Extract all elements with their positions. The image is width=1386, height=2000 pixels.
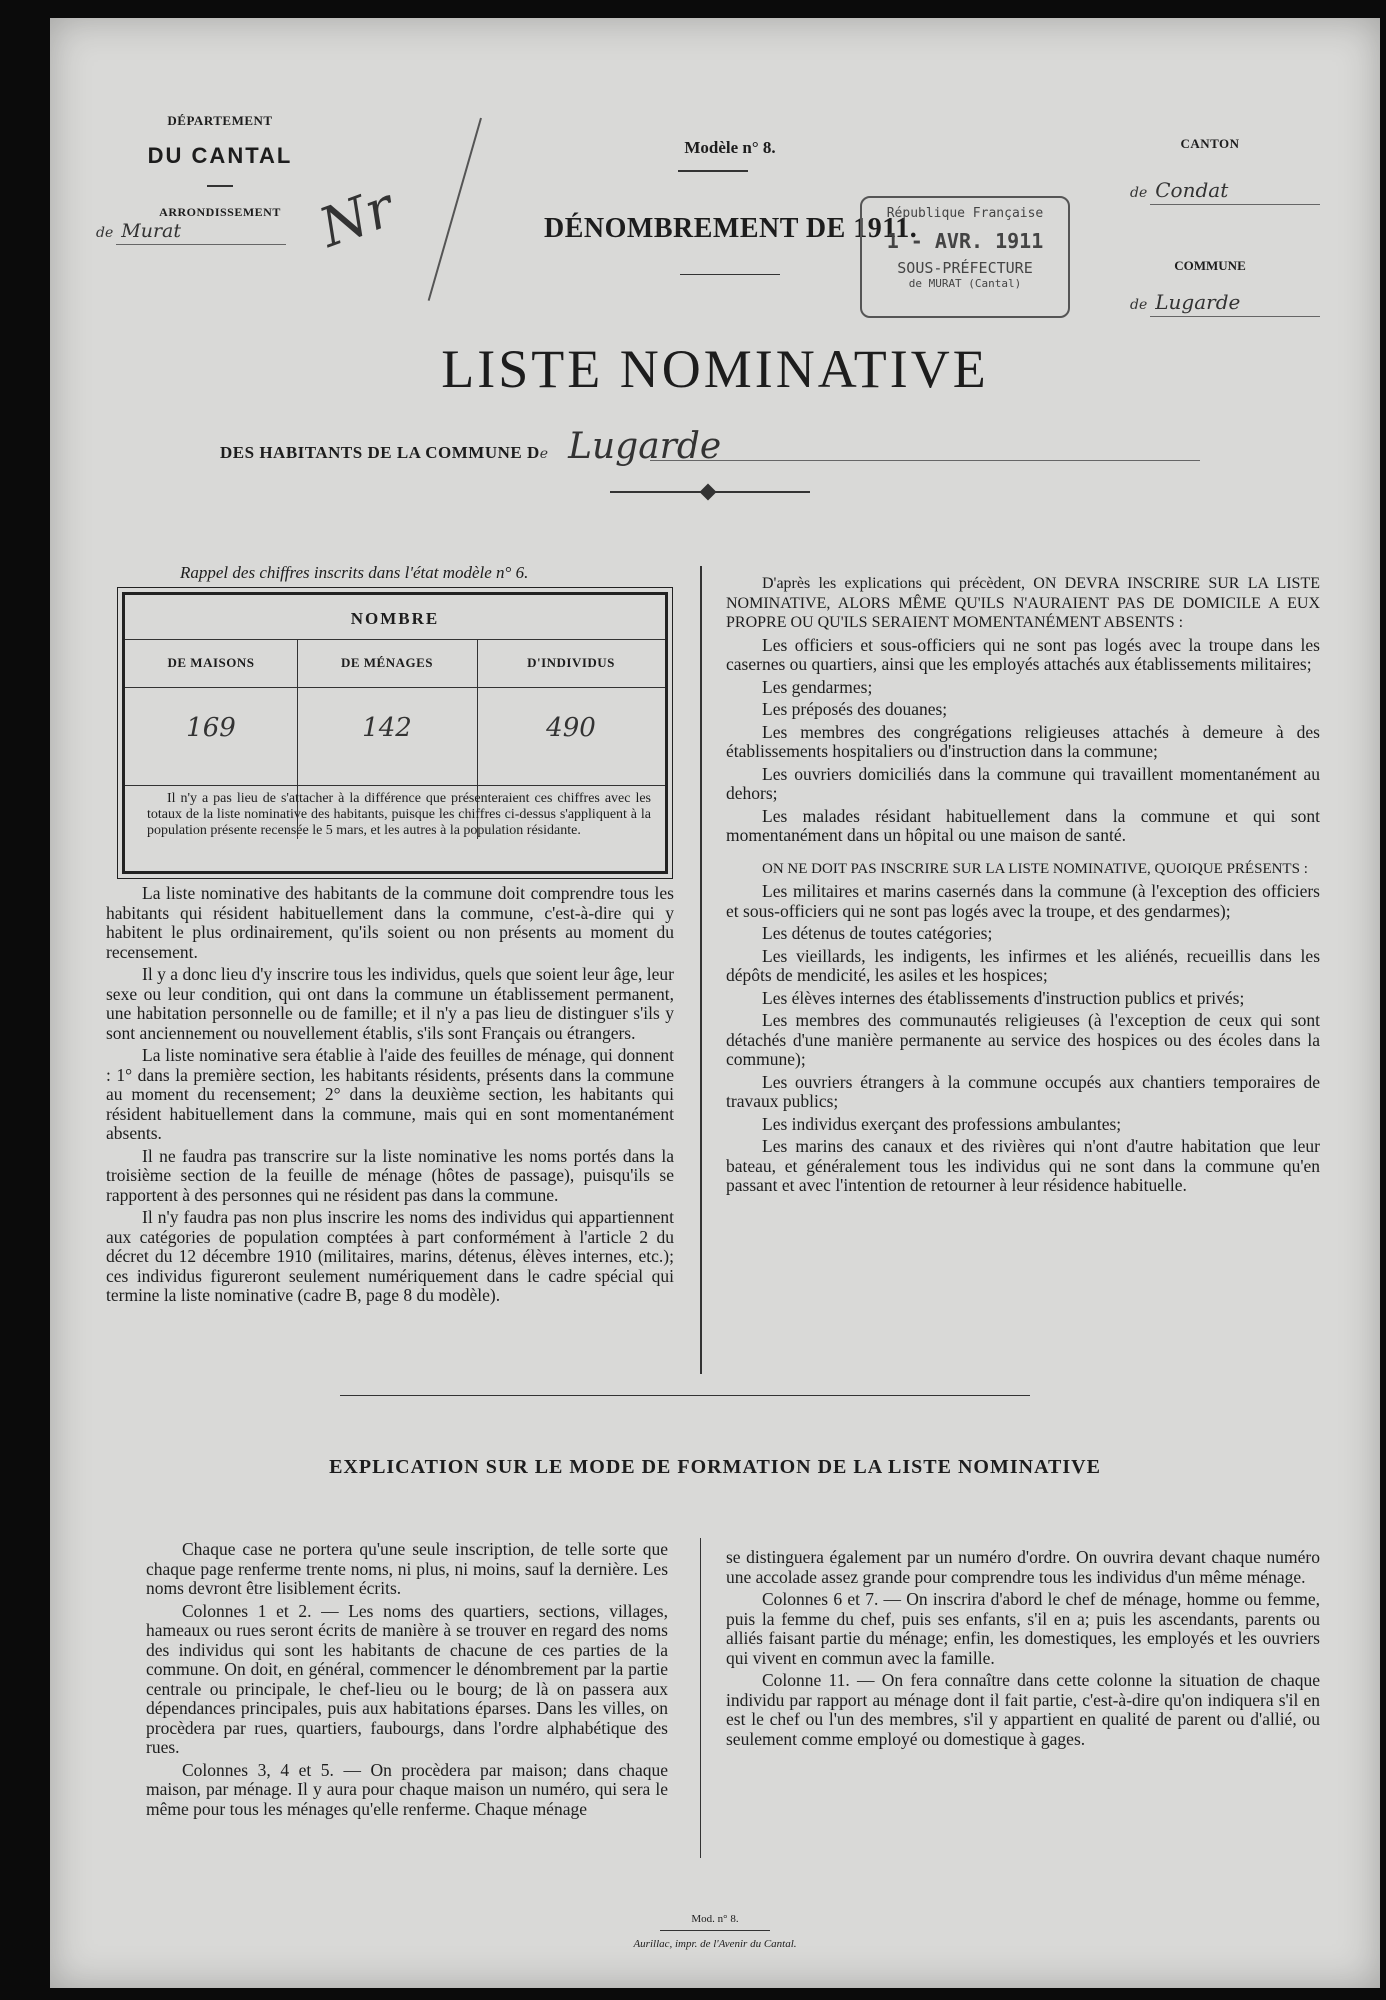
arrondissement-value: Murat	[121, 220, 181, 242]
canton-value: Condat	[1155, 178, 1229, 202]
list-item: Les ouvriers étrangers à la commune occupés aux chantiers temporaires de travaux publics;	[726, 1071, 1320, 1111]
footer-printer: Aurillac, impr. de l'Avenir du Cantal.	[633, 1938, 797, 1950]
left-column-text	[106, 884, 674, 1309]
commune-field: de Lugarde	[1130, 290, 1320, 318]
paragraph: La liste nominative sera établie à l'aide des feuilles de ménage, qui donnent : 1° dans la première section, les habitants résidents, présents dans la commune au moment du recensement; 2° dans la deuxième section, les habitants qui résident habituellement dans la commune, mais qui en sont momentanément absents.	[106, 1045, 674, 1143]
rappel-header: NOMBRE	[350, 609, 440, 628]
exclude-intro: ON NE DOIT PAS INSCRIRE SUR LA LISTE NOMINATIVE, QUOIQUE PRÉSENTS :	[762, 860, 1308, 877]
departement-block	[120, 113, 320, 220]
column-divider	[700, 566, 702, 1374]
explication-right	[726, 1548, 1320, 1752]
subtitle: DES HABITANTS DE LA COMMUNE D	[220, 443, 540, 462]
paragraph: Colonnes 3, 4 et 5. — On procèdera par maison; dans chaque maison, par ménage. Il y aura pour chaque maison un numéro, qui sera le même pour tous les ménages qu'elle renferme. Chaque ménage	[146, 1759, 668, 1819]
paragraph: Colonne 11. — On fera connaître dans cette colonne la situation de chaque individu par rapport au ménage dont il fait partie, c'est-à-dire qu'on indiquera s'il en est le chef ou l'un des membres, s'il y appartient en qualité de parent ou d'allié, ou seulement comme employé ou domestique à gages.	[726, 1670, 1320, 1749]
list-item: Les militaires et marins casernés dans la commune (à l'exception des officiers et sous-officiers qui ne sont pas logés avec la troupe, et des gendarmes);	[726, 881, 1320, 921]
census-page	[50, 18, 1380, 1988]
canton-field: de Condat	[1130, 178, 1320, 206]
main-title: LISTE NOMINATIVE	[441, 339, 989, 399]
list-item: Les individus exerçant des professions ambulantes;	[762, 1113, 1122, 1134]
rappel-table	[122, 592, 668, 874]
explication-title: EXPLICATION SUR LE MODE DE FORMATION DE LA LISTE NOMINATIVE	[329, 1456, 1101, 1478]
value-maisons: 169	[186, 713, 236, 743]
inscribe-intro: D'après les explications qui précèdent, ON DEVRA INSCRIRE SUR LA LISTE NOMINATIVE, ALORS MÊME QU'ILS N'AURAIENT PAS DE DOMICILE A EUX PROPRE OU QU'ILS SERAIENT MOMENTANÉMENT ABSENTS :	[726, 575, 1320, 631]
list-item: Les officiers et sous-officiers qui ne sont pas logés avec la troupe dans les casernes ou quartiers, ainsi que les employés attachés aux établissements militaires;	[726, 634, 1320, 674]
arrondissement-field	[96, 220, 296, 246]
rappel-note: Il n'y a pas lieu de s'attacher à la différence que présenteraient ces chiffres avec les totaux de la liste nominative des habitants, puisque les chiffres ci-dessus s'appliquent à la population présente recensée le 5 mars, et les autres à la population résidante.	[147, 791, 651, 838]
arrondissement-label: ARRONDISSEMENT	[159, 205, 281, 219]
list-item: Les membres des communautés religieuses (à l'exception de ceux qui sont détachés d'une manière permanente au service des hospices ou des écoles dans la commune);	[726, 1010, 1320, 1069]
list-item: Les détenus de toutes catégories;	[762, 923, 993, 943]
divider	[207, 185, 233, 187]
pen-stroke	[428, 118, 482, 301]
rappel-caption: Rappel des chiffres inscrits dans l'état modèle n° 6.	[180, 563, 529, 582]
canton-label: CANTON	[1180, 136, 1240, 151]
list-item: Les ouvriers domiciliés dans la commune qui travaillent momentanément au dehors;	[726, 763, 1320, 803]
canton-block	[1130, 136, 1290, 152]
paragraph: Il n'y faudra pas non plus inscrire les noms des individus qui appartiennent aux catégories de population comptées à part conformément à l'article 2 du décret du 12 décembre 1910 (militaires, marins, détenus, élèves internes, etc.); ces individus figureront seulement numériquement dans le cadre spécial qui termine la liste nominative (cadre B, page 8 du modèle).	[106, 1207, 674, 1305]
subtitle-commune: Lugarde	[568, 426, 722, 467]
list-item: Les élèves internes des établissements d'instruction publics et privés;	[762, 987, 1245, 1008]
list-item: Les marins des canaux et des rivières qui n'ont d'autre habitation que leur bateau, et généralement tous les individus qui ne sont dans la commune qu'en passant et avec l'intention de retourner à leur résidence habituelle.	[726, 1136, 1320, 1195]
paragraph: Colonnes 6 et 7. — On inscrira d'abord le chef de ménage, homme ou femme, puis la femme du chef, puis ses enfants, s'il en a; puis les ascendants, parents ou alliés faisant partie du ménage; enfin, les domestiques, les employés et les ouvriers qui vivent en commun avec la famille.	[726, 1589, 1320, 1668]
paragraph: Colonnes 1 et 2. — Les noms des quartiers, sections, villages, hameaux ou rues seront écrits de manière à se trouver en regard des noms des individus qui sont les habitants de chacune de ces parties de la commune. On doit, en général, commencer le dénombrement par la partie centrale ou principale, le chef-lieu ou le bourg; de là on passera aux dépendances principales, puis aux habitations éparses. Dans les villes, on procèdera par rues, quartiers, faubourgs, dans l'ordre alphabétique des rues.	[146, 1600, 668, 1757]
departement-name: DU CANTAL	[147, 143, 293, 168]
value-individus: 490	[546, 713, 596, 743]
subtitle-line: DES HABITANTS DE LA COMMUNE De Lugarde	[220, 426, 1200, 462]
list-item: Les vieillards, les indigents, les infirmes et les aliénés, recueillis dans les dépôts de mendicité, les asiles et les hospices;	[726, 945, 1320, 985]
modele-number: Modèle n° 8.	[684, 138, 776, 157]
explication-divider	[700, 1538, 701, 1858]
paragraph: Chaque case ne portera qu'une seule inscription, de telle sorte que chaque page renferme trente noms, ni plus, ni moins, sauf la dernière. Les noms devront être lisiblement écrits.	[146, 1539, 668, 1598]
commune-label: COMMUNE	[1174, 258, 1246, 273]
list-item: Les gendarmes;	[762, 676, 873, 697]
census-title: DÉNOMBREMENT DE 1911.	[544, 213, 918, 244]
ornament-divider	[610, 486, 810, 498]
right-column-text	[726, 574, 1320, 1199]
list-item: Les préposés des douanes;	[762, 699, 948, 719]
paragraph: Il y a donc lieu d'y inscrire tous les individus, quels que soient leur âge, leur sexe ou leur condition, qui ont dans la commune un établissement permanent, une habitation personnelle ou de famille; et il n'y a pas lieu de distinguer s'ils y sont anciennement ou nouvellement établis, s'ils sont Français ou étrangers.	[106, 964, 674, 1043]
col-maisons: DE MAISONS	[167, 655, 255, 670]
paragraph: Il ne faudra pas transcrire sur la liste nominative les noms portés dans la troisième section de la feuille de ménage (hôtes de passage), puisqu'ils se rapportent à des personnes qui ne résident pas dans la commune.	[106, 1145, 674, 1205]
value-menages: 142	[362, 713, 412, 743]
list-item: Les malades résidant habituellement dans la commune et qui sont momentanément dans un hôpital ou une maison de santé.	[726, 805, 1320, 845]
col-menages: DE MÉNAGES	[340, 655, 434, 670]
col-individus: D'INDIVIDUS	[527, 655, 615, 670]
departement-label: DÉPARTEMENT	[167, 113, 273, 128]
explication-left	[146, 1540, 668, 1822]
sous-prefecture-stamp: République Française 1 - AVR. 1911 SOUS-PRÉFECTURE de MURAT (Cantal)	[860, 196, 1070, 318]
commune-value: Lugarde	[1155, 290, 1241, 314]
section-separator	[340, 1395, 1030, 1396]
footer-model: Mod. n° 8.	[691, 1913, 739, 1925]
paragraph: La liste nominative des habitants de la commune doit comprendre tous les habitants qui résident habituellement dans la commune, c'est-à-dire qui y habitent le plus ordinairement, qu'ils soient ou non présents au moment du recensement.	[106, 883, 674, 962]
list-item: Les membres des congrégations religieuses attachés à demeure à des établissements hospitaliers ou d'instruction dans la commune;	[726, 721, 1320, 761]
handwritten-annotation: Nr	[311, 175, 402, 260]
paragraph: se distinguera également par un numéro d'ordre. On ouvrira devant chaque numéro une accolade assez grande pour comprendre tous les individus d'un même ménage.	[726, 1547, 1320, 1587]
arrondissement-prefix: de	[96, 225, 114, 241]
